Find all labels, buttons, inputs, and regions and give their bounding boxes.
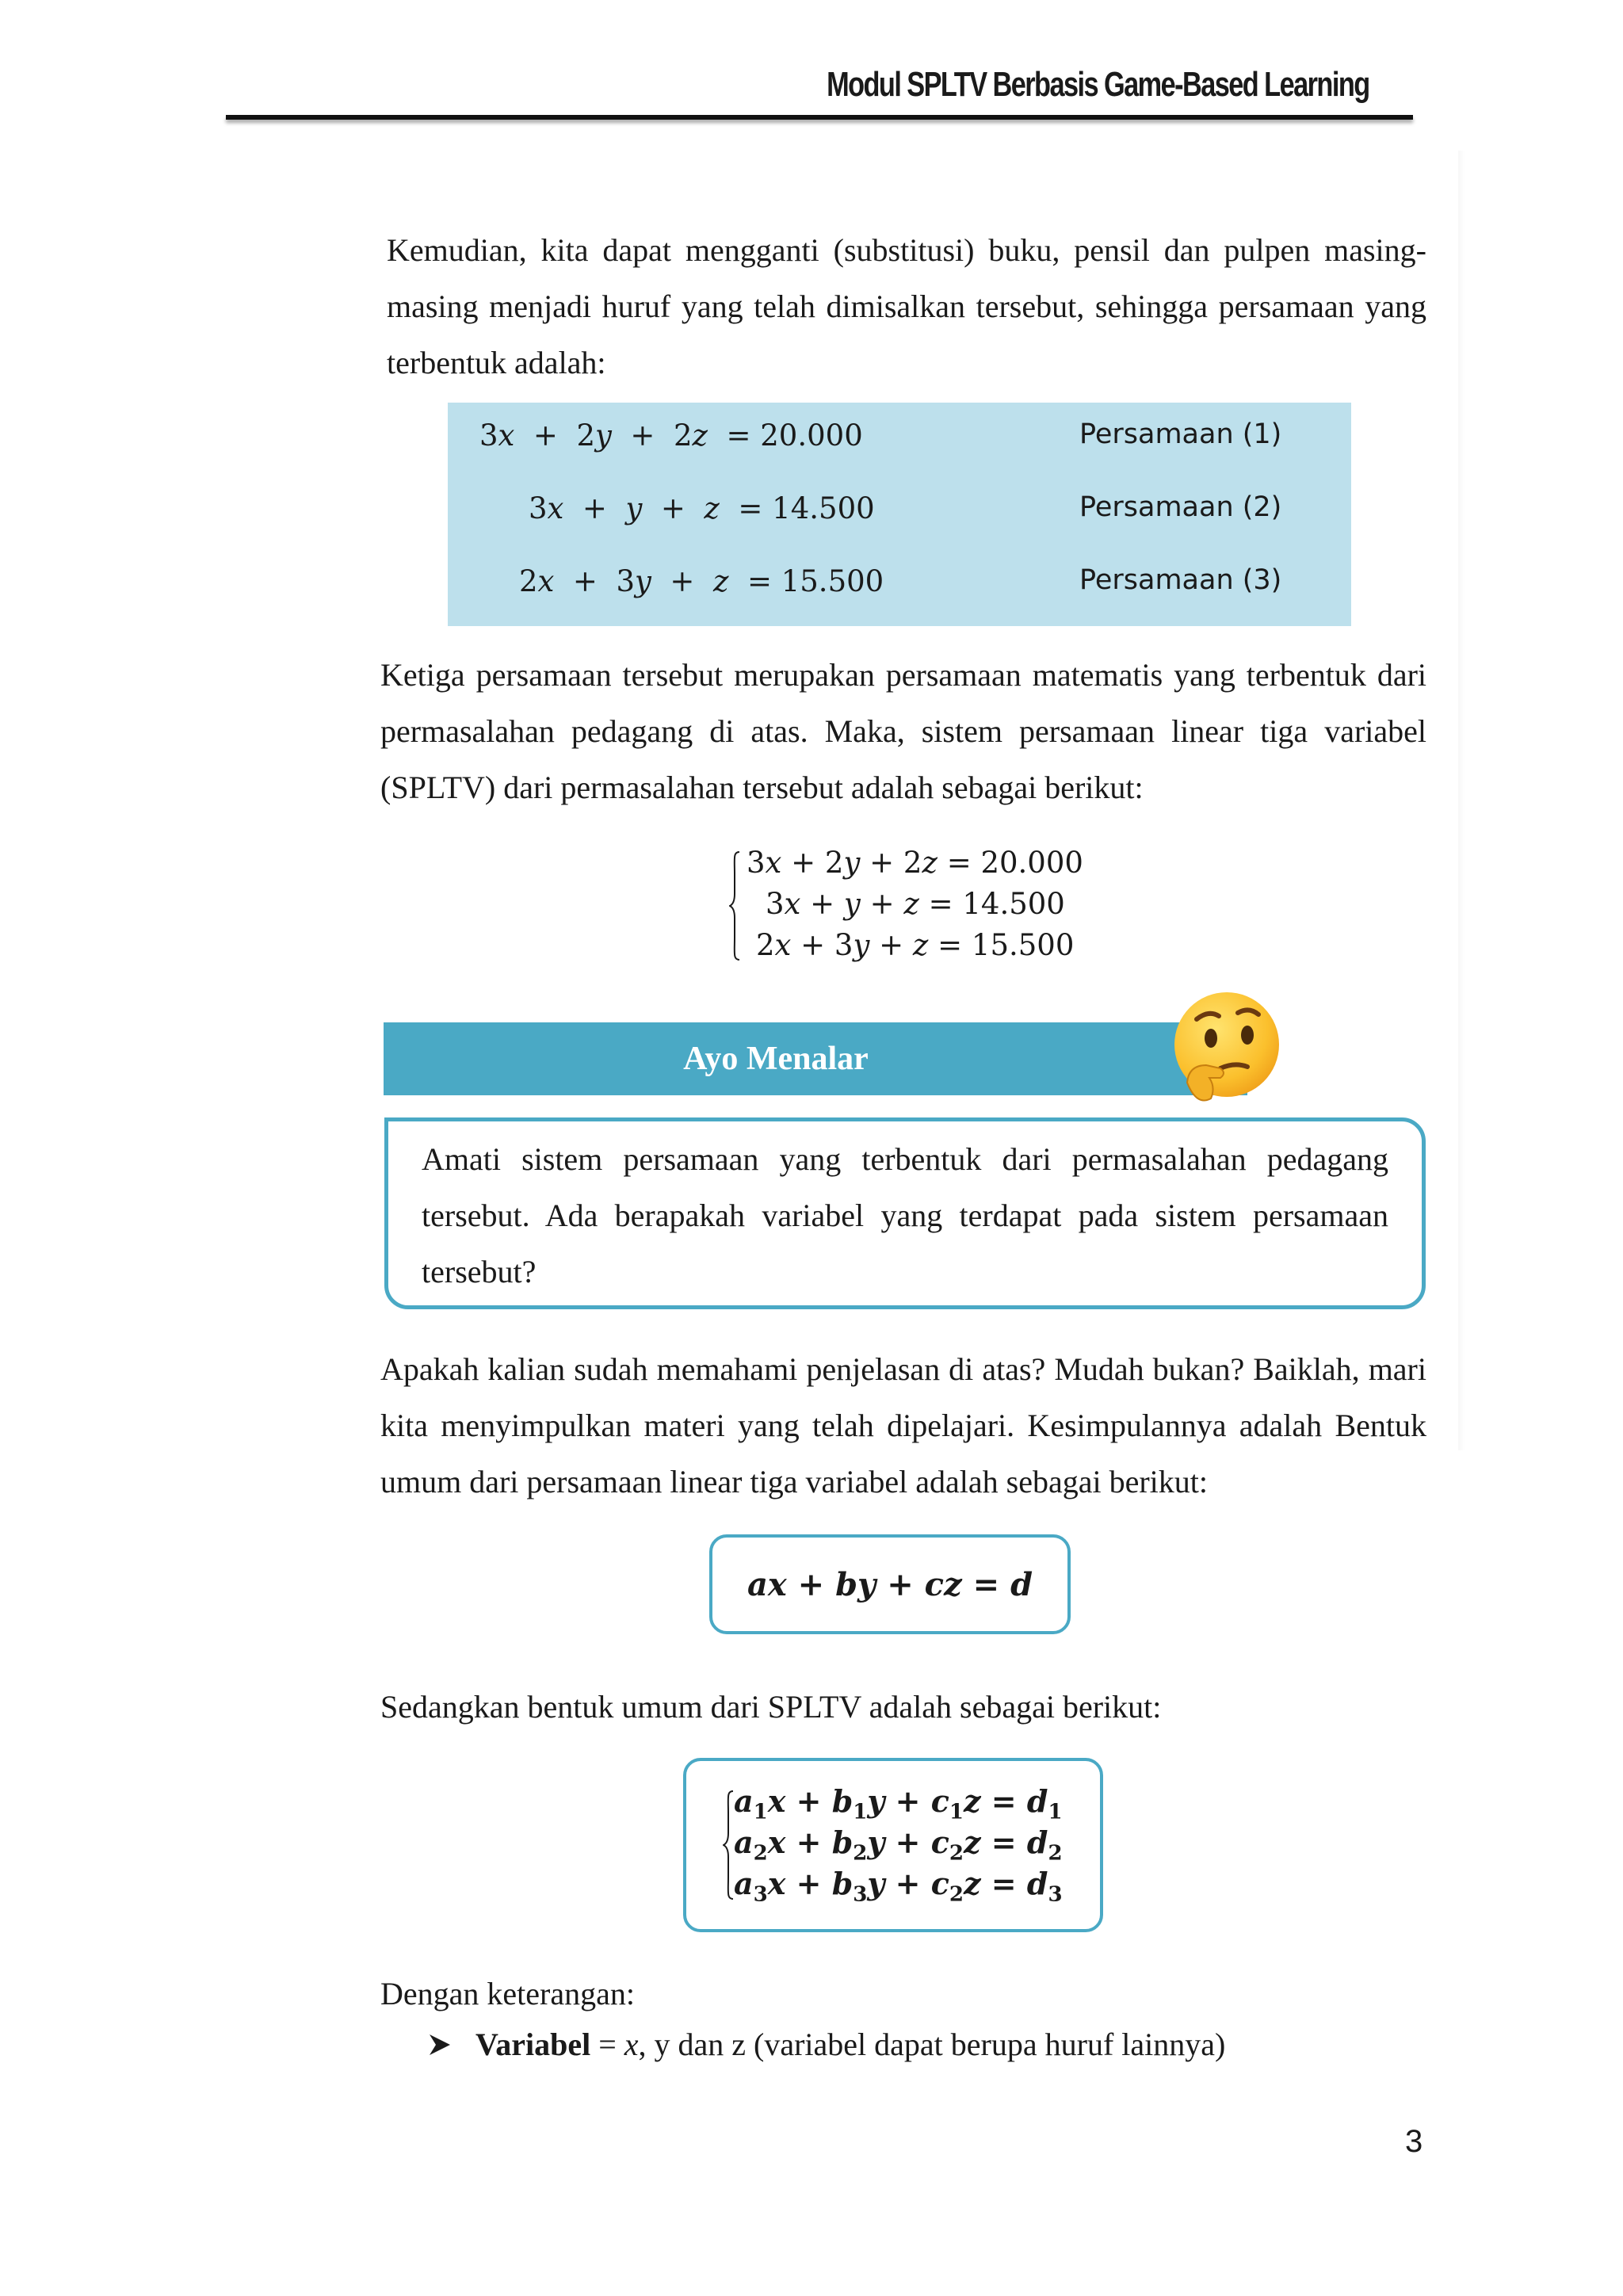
bullet-equals: =: [590, 2027, 624, 2062]
equation-label: Persamaan (2): [1079, 491, 1282, 523]
coef-a: a: [734, 1866, 754, 1901]
intro-paragraph: Kemudian, kita dapat mengganti (substitusi) buku, pensil dan pulpen masing-masing menjadi huruf yang telah dimisalkan tersebut, sehingga persamaan yang terbentuk adalah:: [387, 232, 1426, 380]
left-brace-icon: [729, 850, 740, 961]
coef-d: d: [1026, 1783, 1048, 1819]
thinking-face-icon: [1165, 989, 1284, 1108]
coef-a: a: [734, 1783, 754, 1819]
spltv-system: [729, 846, 1109, 972]
bullet-variable-x: x: [624, 2027, 639, 2062]
page-number: 3: [1405, 2124, 1423, 2159]
math-term: y +: [867, 1824, 931, 1860]
header-divider: [226, 115, 1413, 120]
equation-row: [448, 491, 1351, 539]
math-term: x +: [767, 1824, 832, 1860]
notes-heading: Dengan keterangan:: [380, 1976, 635, 2011]
math-term: z =: [963, 1824, 1027, 1860]
variable-bullet: [428, 2021, 1225, 2069]
coef-c-sub: 1: [949, 1800, 964, 1824]
ayo-menalar-banner: Ayo Menalar: [384, 1022, 1247, 1095]
math-term: y +: [867, 1866, 931, 1901]
math-term: x +: [767, 1866, 832, 1901]
general-form-box: [709, 1534, 1071, 1634]
explanation-paragraph: Ketiga persamaan tersebut merupakan persamaan matematis yang terbentuk dari permasalahan pedagang di atas. Maka, sistem persamaan linear tiga variabel (SPLTV) dari permasalahan tersebut adalah sebagai berikut:: [380, 657, 1426, 805]
spltv-general-box: [683, 1758, 1103, 1932]
coef-c-sub: 2: [949, 1882, 964, 1907]
coef-b: b: [831, 1783, 854, 1819]
coef-c: c: [930, 1824, 949, 1860]
coef-c-sub: 2: [949, 1841, 964, 1866]
coef-a: a: [734, 1824, 754, 1860]
equation-row: [448, 418, 1351, 466]
math-term: x +: [767, 1783, 832, 1819]
left-brace-icon: [723, 1790, 734, 1901]
bullet-description: , y dan z (variabel dapat berupa huruf lainnya): [638, 2027, 1226, 2062]
ayo-menalar-content-box: [384, 1117, 1426, 1309]
ayo-menalar-question: Amati sistem persamaan yang terbentuk dari permasalahan pedagang tersebut. Ada berapakah variabel yang terdapat pada sistem persamaan tersebut?: [422, 1141, 1388, 1289]
equation-expression: 3𝑥 + 𝑦 + 𝑧 = 14.500: [529, 491, 875, 525]
coef-a-sub: 2: [753, 1841, 768, 1866]
coef-d-sub: 1: [1048, 1800, 1063, 1824]
spltv-general-intro: Sedangkan bentuk umum dari SPLTV adalah sebagai berikut:: [380, 1689, 1162, 1725]
general-form-formula: 𝒂𝒙 + 𝒃𝒚 + 𝒄𝒛 = 𝒅: [747, 1565, 1033, 1603]
math-term: z =: [963, 1866, 1027, 1901]
coef-d-sub: 2: [1048, 1841, 1063, 1866]
equation-label: Persamaan (3): [1079, 564, 1282, 596]
math-term: z =: [963, 1783, 1027, 1819]
coef-d: d: [1026, 1824, 1048, 1860]
coef-a-sub: 3: [753, 1882, 768, 1907]
equations-panel: [448, 403, 1351, 626]
module-title: Modul SPLTV Berbasis Game-Based Learning: [827, 65, 1369, 104]
coef-d-sub: 3: [1048, 1882, 1063, 1907]
general-system-line: [734, 1783, 1063, 1824]
coef-a-sub: 1: [753, 1800, 768, 1824]
coef-b: b: [831, 1866, 854, 1901]
system-equation: 3𝑥 + 2𝑦 + 2𝑧 = 20.000: [747, 846, 1083, 880]
system-equation: 2𝑥 + 3𝑦 + 𝑧 = 15.500: [756, 928, 1075, 962]
general-system-line: [734, 1866, 1063, 1907]
equation-expression: 2𝑥 + 3𝑦 + 𝑧 = 15.500: [519, 564, 884, 598]
page-edge-shadow: [1458, 151, 1465, 1450]
system-equation: 3𝑥 + 𝑦 + 𝑧 = 14.500: [766, 887, 1065, 921]
equation-label: Persamaan (1): [1079, 418, 1282, 450]
equation-expression: 3𝑥 + 2𝑦 + 2𝑧 = 20.000: [479, 418, 863, 453]
coef-c: c: [930, 1783, 949, 1819]
general-system-line: [734, 1824, 1063, 1866]
coef-d: d: [1026, 1866, 1048, 1901]
coef-b: b: [831, 1824, 854, 1860]
equation-row: [448, 564, 1351, 612]
arrow-bullet-icon: [428, 2033, 452, 2057]
bullet-term: Variabel: [475, 2027, 591, 2062]
coef-b-sub: 3: [853, 1882, 868, 1907]
coef-b-sub: 1: [853, 1800, 868, 1824]
conclusion-paragraph: Apakah kalian sudah memahami penjelasan di atas? Mudah bukan? Baiklah, mari kita menyimpulkan materi yang telah dipelajari. Kesimpulannya adalah Bentuk umum dari persamaan linear tiga variabel adalah sebagai berikut:: [380, 1351, 1426, 1499]
coef-b-sub: 2: [853, 1841, 868, 1866]
math-term: y +: [867, 1783, 931, 1819]
coef-c: c: [930, 1866, 949, 1901]
